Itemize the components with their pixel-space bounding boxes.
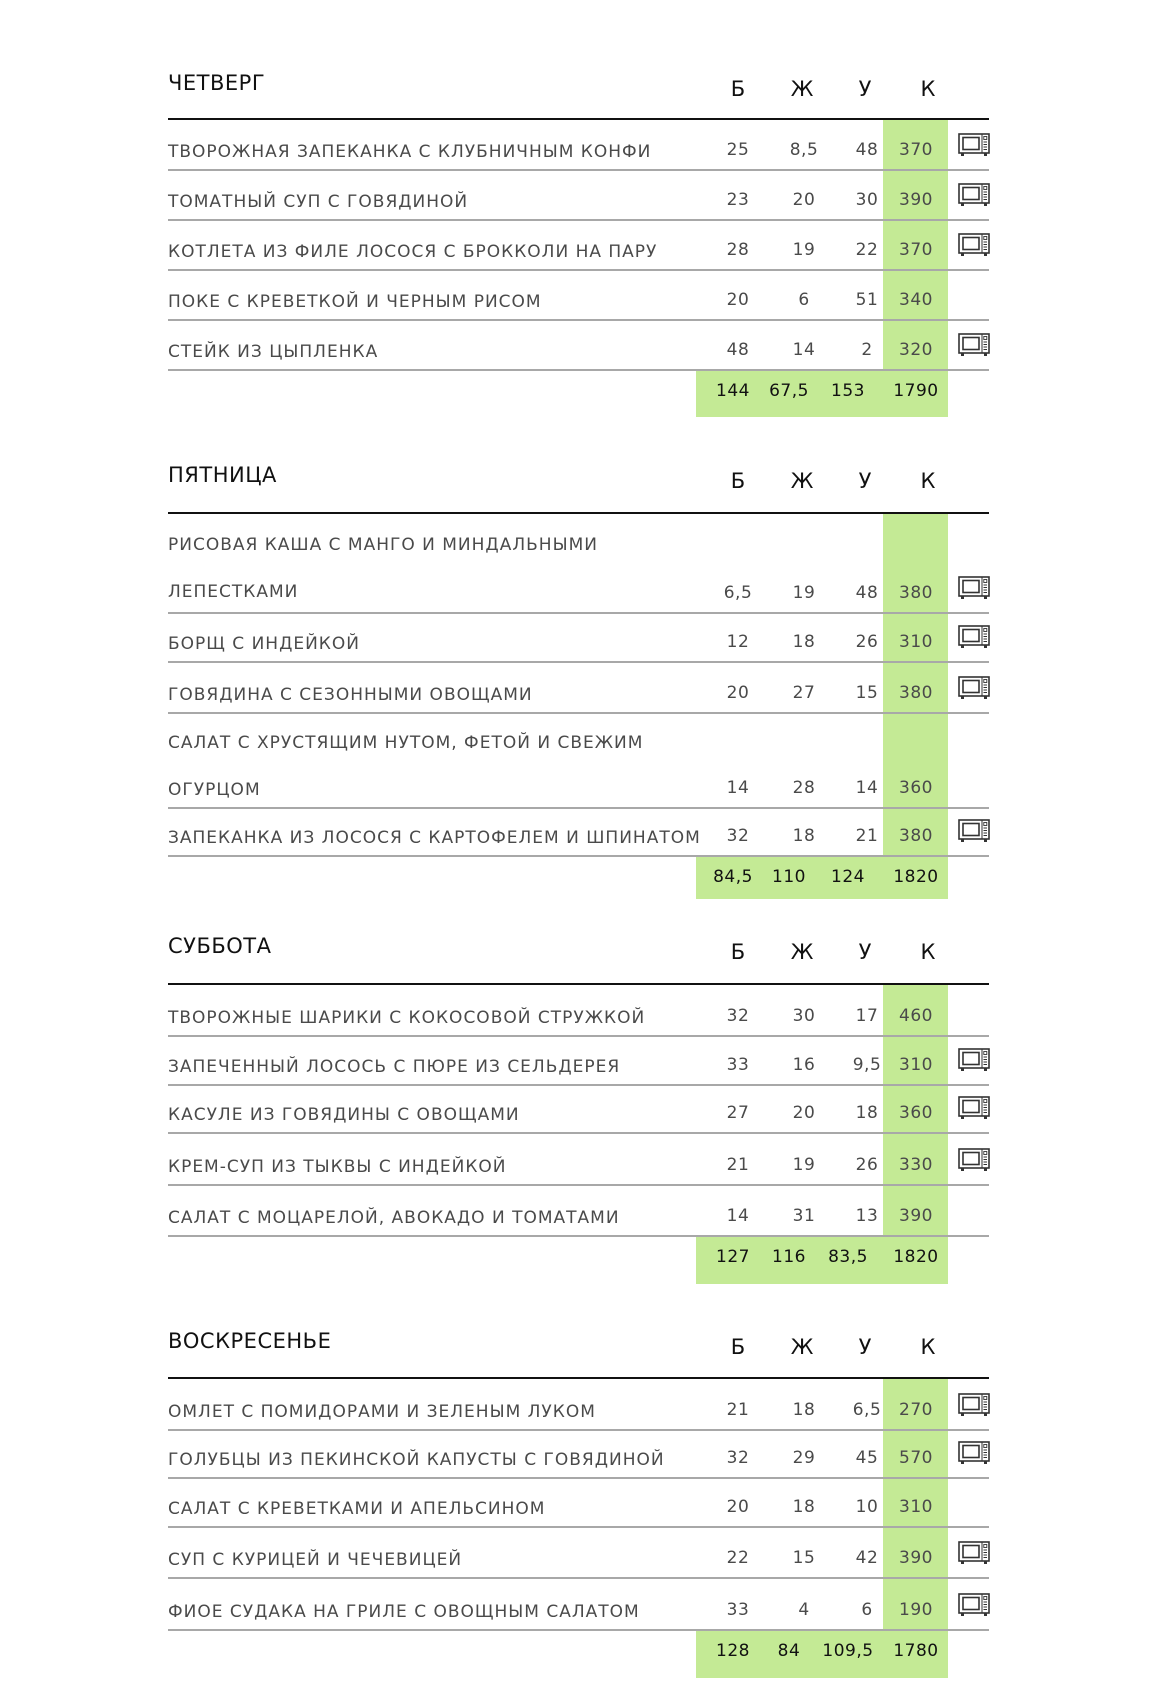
microwave-icon	[958, 625, 990, 649]
total-k: 1790	[893, 381, 939, 401]
value-k: 370	[899, 240, 933, 260]
total-u: 83,5	[828, 1247, 868, 1267]
value-u: 48	[855, 583, 879, 603]
value-u: 26	[855, 632, 879, 652]
column-header-u: У	[858, 940, 872, 964]
value-b: 20	[726, 683, 750, 703]
total-u: 153	[831, 381, 865, 401]
value-k: 310	[899, 1497, 933, 1517]
row-divider	[168, 1235, 989, 1237]
day-title: ЧЕТВЕРГ	[168, 71, 266, 95]
row-divider	[168, 269, 989, 271]
value-zh: 18	[792, 826, 816, 846]
value-k: 360	[899, 1103, 933, 1123]
value-k: 390	[899, 190, 933, 210]
value-b: 27	[726, 1103, 750, 1123]
value-zh: 19	[792, 1155, 816, 1175]
value-b: 32	[726, 826, 750, 846]
microwave-icon	[958, 1096, 990, 1120]
value-zh: 27	[792, 683, 816, 703]
value-zh: 18	[792, 1497, 816, 1517]
column-header-b: Б	[730, 940, 746, 964]
value-b: 33	[726, 1600, 750, 1620]
value-u: 13	[855, 1206, 879, 1226]
column-header-b: Б	[730, 1335, 746, 1359]
value-zh: 31	[792, 1206, 816, 1226]
row-divider	[168, 855, 989, 857]
value-zh: 18	[792, 1400, 816, 1420]
row-divider	[168, 807, 989, 809]
dish-name: ЗАПЕКАНКА ИЗ ЛОСОСЯ С КАРТОФЕЛЕМ И ШПИНАТОМ	[168, 828, 701, 848]
value-b: 21	[726, 1155, 750, 1175]
day-title: ПЯТНИЦА	[168, 463, 277, 487]
value-u: 15	[855, 683, 879, 703]
day-title: ВОСКРЕСЕНЬЕ	[168, 1329, 332, 1353]
total-b: 84,5	[713, 867, 753, 887]
value-k: 570	[899, 1448, 933, 1468]
dish-name: ОМЛЕТ С ПОМИДОРАМИ И ЗЕЛЕНЫМ ЛУКОМ	[168, 1402, 596, 1422]
microwave-icon	[958, 1048, 990, 1072]
dish-name: СТЕЙК ИЗ ЦЫПЛЕНКА	[168, 342, 379, 362]
microwave-icon	[958, 576, 990, 600]
value-u: 45	[855, 1448, 879, 1468]
dish-name: САЛАТ С КРЕВЕТКАМИ И АПЕЛЬСИНОМ	[168, 1499, 546, 1519]
header-divider	[168, 118, 989, 120]
total-k: 1820	[893, 867, 939, 887]
row-divider	[168, 1184, 989, 1186]
value-k: 390	[899, 1206, 933, 1226]
value-zh: 14	[792, 340, 816, 360]
row-divider	[168, 169, 989, 171]
column-header-k: К	[920, 940, 936, 964]
column-header-k: К	[920, 1335, 936, 1359]
value-u: 42	[855, 1548, 879, 1568]
value-k: 390	[899, 1548, 933, 1568]
value-zh: 15	[792, 1548, 816, 1568]
value-b: 14	[726, 1206, 750, 1226]
row-divider	[168, 319, 989, 321]
value-b: 32	[726, 1448, 750, 1468]
dish-name: КОТЛЕТА ИЗ ФИЛЕ ЛОСОСЯ С БРОККОЛИ НА ПАРУ	[168, 242, 658, 262]
total-zh: 84	[777, 1641, 801, 1661]
microwave-icon	[958, 333, 990, 357]
row-divider	[168, 1629, 989, 1631]
value-zh: 29	[792, 1448, 816, 1468]
dish-name: САЛАТ С ХРУСТЯЩИМ НУТОМ, ФЕТОЙ И СВЕЖИМ	[168, 733, 644, 753]
value-zh: 19	[792, 240, 816, 260]
dish-name: ЗАПЕЧЕННЫЙ ЛОСОСЬ С ПЮРЕ ИЗ СЕЛЬДЕРЕЯ	[168, 1057, 621, 1077]
row-divider	[168, 1132, 989, 1134]
microwave-icon	[958, 1541, 990, 1565]
value-u: 26	[855, 1155, 879, 1175]
total-b: 127	[716, 1247, 750, 1267]
dish-name: ТВОРОЖНАЯ ЗАПЕКАНКА С КЛУБНИЧНЫМ КОНФИ	[168, 142, 652, 162]
microwave-icon	[958, 133, 990, 157]
microwave-icon	[958, 676, 990, 700]
column-header-k: К	[920, 77, 936, 101]
value-k: 320	[899, 340, 933, 360]
value-b: 6,5	[723, 583, 753, 603]
row-divider	[168, 369, 989, 371]
value-k: 360	[899, 778, 933, 798]
value-u: 17	[855, 1006, 879, 1026]
value-b: 12	[726, 632, 750, 652]
dish-name: РИСОВАЯ КАША С МАНГО И МИНДАЛЬНЫМИ	[168, 535, 598, 555]
dish-name: ОГУРЦОМ	[168, 780, 261, 800]
microwave-icon	[958, 1441, 990, 1465]
row-divider	[168, 712, 989, 714]
value-u: 6	[861, 1600, 873, 1620]
dish-name: КАСУЛЕ ИЗ ГОВЯДИНЫ С ОВОЩАМИ	[168, 1105, 520, 1125]
value-u: 10	[855, 1497, 879, 1517]
column-header-u: У	[858, 469, 872, 493]
total-k: 1780	[893, 1641, 939, 1661]
dish-name: ТВОРОЖНЫЕ ШАРИКИ С КОКОСОВОЙ СТРУЖКОЙ	[168, 1008, 646, 1028]
header-divider	[168, 1377, 989, 1379]
value-k: 310	[899, 1055, 933, 1075]
dish-name: ГОЛУБЦЫ ИЗ ПЕКИНСКОЙ КАПУСТЫ С ГОВЯДИНОЙ	[168, 1450, 665, 1470]
row-divider	[168, 1035, 989, 1037]
total-k: 1820	[893, 1247, 939, 1267]
dish-name: БОРЩ С ИНДЕЙКОЙ	[168, 634, 360, 654]
value-k: 380	[899, 583, 933, 603]
dish-name: ФИОЕ СУДАКА НА ГРИЛЕ С ОВОЩНЫМ САЛАТОМ	[168, 1602, 640, 1622]
value-u: 6,5	[852, 1400, 882, 1420]
header-divider	[168, 983, 989, 985]
dish-name: ТОМАТНЫЙ СУП С ГОВЯДИНОЙ	[168, 192, 469, 212]
row-divider	[168, 1577, 989, 1579]
value-k: 370	[899, 140, 933, 160]
value-zh: 28	[792, 778, 816, 798]
microwave-icon	[958, 233, 990, 257]
column-header-zh: Ж	[790, 77, 814, 101]
dish-name: КРЕМ-СУП ИЗ ТЫКВЫ С ИНДЕЙКОЙ	[168, 1157, 507, 1177]
microwave-icon	[958, 1148, 990, 1172]
column-header-zh: Ж	[790, 1335, 814, 1359]
column-header-u: У	[858, 1335, 872, 1359]
value-u: 22	[855, 240, 879, 260]
column-header-k: К	[920, 469, 936, 493]
value-u: 14	[855, 778, 879, 798]
value-zh: 4	[798, 1600, 810, 1620]
value-b: 25	[726, 140, 750, 160]
value-b: 22	[726, 1548, 750, 1568]
row-divider	[168, 1526, 989, 1528]
microwave-icon	[958, 1393, 990, 1417]
total-zh: 116	[772, 1247, 806, 1267]
value-k: 310	[899, 632, 933, 652]
value-u: 2	[861, 340, 873, 360]
microwave-icon	[958, 819, 990, 843]
row-divider	[168, 612, 989, 614]
value-zh: 19	[792, 583, 816, 603]
value-u: 9,5	[852, 1055, 882, 1075]
row-divider	[168, 1084, 989, 1086]
value-zh: 30	[792, 1006, 816, 1026]
value-k: 340	[899, 290, 933, 310]
column-header-b: Б	[730, 77, 746, 101]
value-b: 20	[726, 290, 750, 310]
value-k: 380	[899, 826, 933, 846]
day-title: СУББОТА	[168, 934, 272, 958]
microwave-icon	[958, 183, 990, 207]
row-divider	[168, 1477, 989, 1479]
value-zh: 20	[792, 190, 816, 210]
value-b: 21	[726, 1400, 750, 1420]
value-k: 380	[899, 683, 933, 703]
dish-name: ЛЕПЕСТКАМИ	[168, 582, 299, 602]
value-zh: 16	[792, 1055, 816, 1075]
dish-name: ГОВЯДИНА С СЕЗОННЫМИ ОВОЩАМИ	[168, 685, 533, 705]
dish-name: САЛАТ С МОЦАРЕЛОЙ, АВОКАДО И ТОМАТАМИ	[168, 1208, 620, 1228]
column-header-u: У	[858, 77, 872, 101]
value-zh: 18	[792, 632, 816, 652]
value-u: 21	[855, 826, 879, 846]
microwave-icon	[958, 1593, 990, 1617]
value-u: 48	[855, 140, 879, 160]
dish-name: СУП С КУРИЦЕЙ И ЧЕЧЕВИЦЕЙ	[168, 1550, 463, 1570]
value-u: 30	[855, 190, 879, 210]
value-k: 330	[899, 1155, 933, 1175]
total-b: 144	[716, 381, 750, 401]
value-u: 51	[855, 290, 879, 310]
total-u: 109,5	[822, 1641, 874, 1661]
value-zh: 8,5	[789, 140, 819, 160]
column-header-zh: Ж	[790, 940, 814, 964]
value-zh: 6	[798, 290, 810, 310]
column-header-b: Б	[730, 469, 746, 493]
header-divider	[168, 512, 989, 514]
value-b: 28	[726, 240, 750, 260]
value-b: 14	[726, 778, 750, 798]
value-k: 270	[899, 1400, 933, 1420]
total-u: 124	[831, 867, 865, 887]
value-zh: 20	[792, 1103, 816, 1123]
value-b: 48	[726, 340, 750, 360]
value-k: 460	[899, 1006, 933, 1026]
column-header-zh: Ж	[790, 469, 814, 493]
dish-name: ПОКЕ С КРЕВЕТКОЙ И ЧЕРНЫМ РИСОМ	[168, 292, 542, 312]
total-zh: 110	[772, 867, 806, 887]
row-divider	[168, 661, 989, 663]
row-divider	[168, 1429, 989, 1431]
value-b: 33	[726, 1055, 750, 1075]
total-b: 128	[716, 1641, 750, 1661]
value-b: 32	[726, 1006, 750, 1026]
total-zh: 67,5	[769, 381, 809, 401]
value-b: 20	[726, 1497, 750, 1517]
value-k: 190	[899, 1600, 933, 1620]
value-b: 23	[726, 190, 750, 210]
value-u: 18	[855, 1103, 879, 1123]
row-divider	[168, 219, 989, 221]
